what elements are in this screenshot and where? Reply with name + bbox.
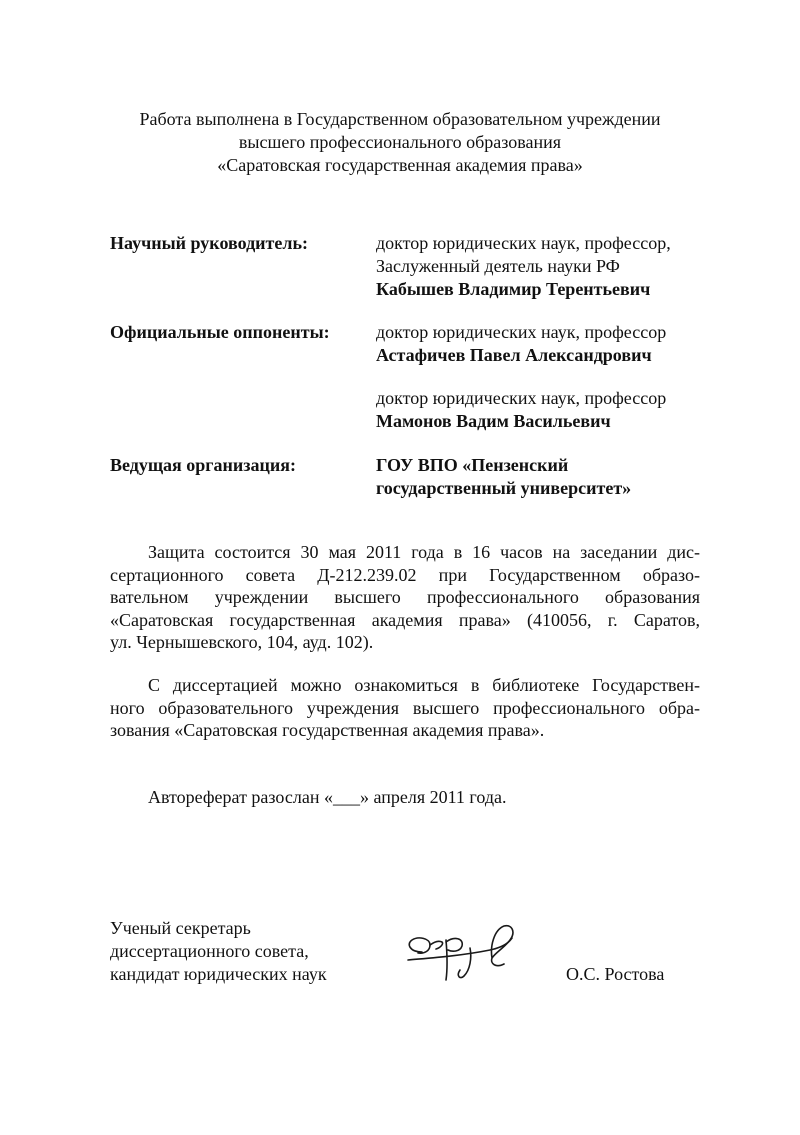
defense-paragraph bbox=[110, 541, 700, 654]
supervisor-label: Научный руководитель: bbox=[110, 233, 308, 253]
library-line-1: С диссертацией можно ознакомиться в библиотеке Государствен- bbox=[148, 675, 700, 695]
secretary-line-1: Ученый секретарь bbox=[110, 918, 251, 938]
header-line-1: Работа выполнена в Государственном образовательном учреждении bbox=[139, 109, 661, 129]
opponent-1-name: Астафичев Павел Александрович bbox=[376, 345, 652, 365]
header-line-2: высшего профессионального образования bbox=[238, 132, 562, 152]
leading-org-line-1: ГОУ ВПО «Пензенский bbox=[376, 455, 569, 475]
opponents-label: Официальные оппоненты: bbox=[110, 322, 330, 342]
library-paragraph bbox=[110, 674, 700, 742]
secretary-name: О.С. Ростова bbox=[566, 964, 665, 984]
supervisor-name: Кабышев Владимир Терентьевич bbox=[376, 279, 651, 299]
leading-org-line-2: государственный университет» bbox=[376, 478, 632, 498]
library-line-2: ного образовательного учреждения высшего профессионального обра- bbox=[110, 697, 700, 718]
supervisor-title-line-2: Заслуженный деятель науки РФ bbox=[376, 256, 620, 276]
header-line-3: «Саратовская государственная академия права» bbox=[217, 155, 583, 175]
handwritten-signature-icon bbox=[400, 918, 525, 990]
defense-line-4: «Саратовская государственная академия права» (410056, г. Саратов, bbox=[110, 609, 700, 630]
defense-line-3: вательном учреждении высшего профессионального образования bbox=[110, 587, 700, 607]
secretary-line-3: кандидат юридических наук bbox=[110, 964, 327, 984]
supervisor-title-line-1: доктор юридических наук, профессор, bbox=[376, 233, 671, 253]
distribution-line: Автореферат разослан «___» апреля 2011 года. bbox=[148, 787, 507, 807]
leading-org-label: Ведущая организация: bbox=[110, 455, 296, 475]
defense-line-1: Защита состоится 30 мая 2011 года в 16 часов на заседании дис- bbox=[148, 542, 700, 562]
opponent-2-title: доктор юридических наук, профессор bbox=[376, 388, 667, 408]
library-line-3: зования «Саратовская государственная академия права». bbox=[110, 720, 545, 740]
defense-line-2: сертационного совета Д-212.239.02 при Государственном образо- bbox=[110, 564, 700, 585]
secretary-line-2: диссертационного совета, bbox=[110, 941, 309, 961]
defense-line-5: ул. Чернышевского, 104, ауд. 102). bbox=[110, 632, 374, 652]
opponent-1-title: доктор юридических наук, профессор bbox=[376, 322, 667, 342]
opponent-2-name: Мамонов Вадим Васильевич bbox=[376, 411, 611, 431]
